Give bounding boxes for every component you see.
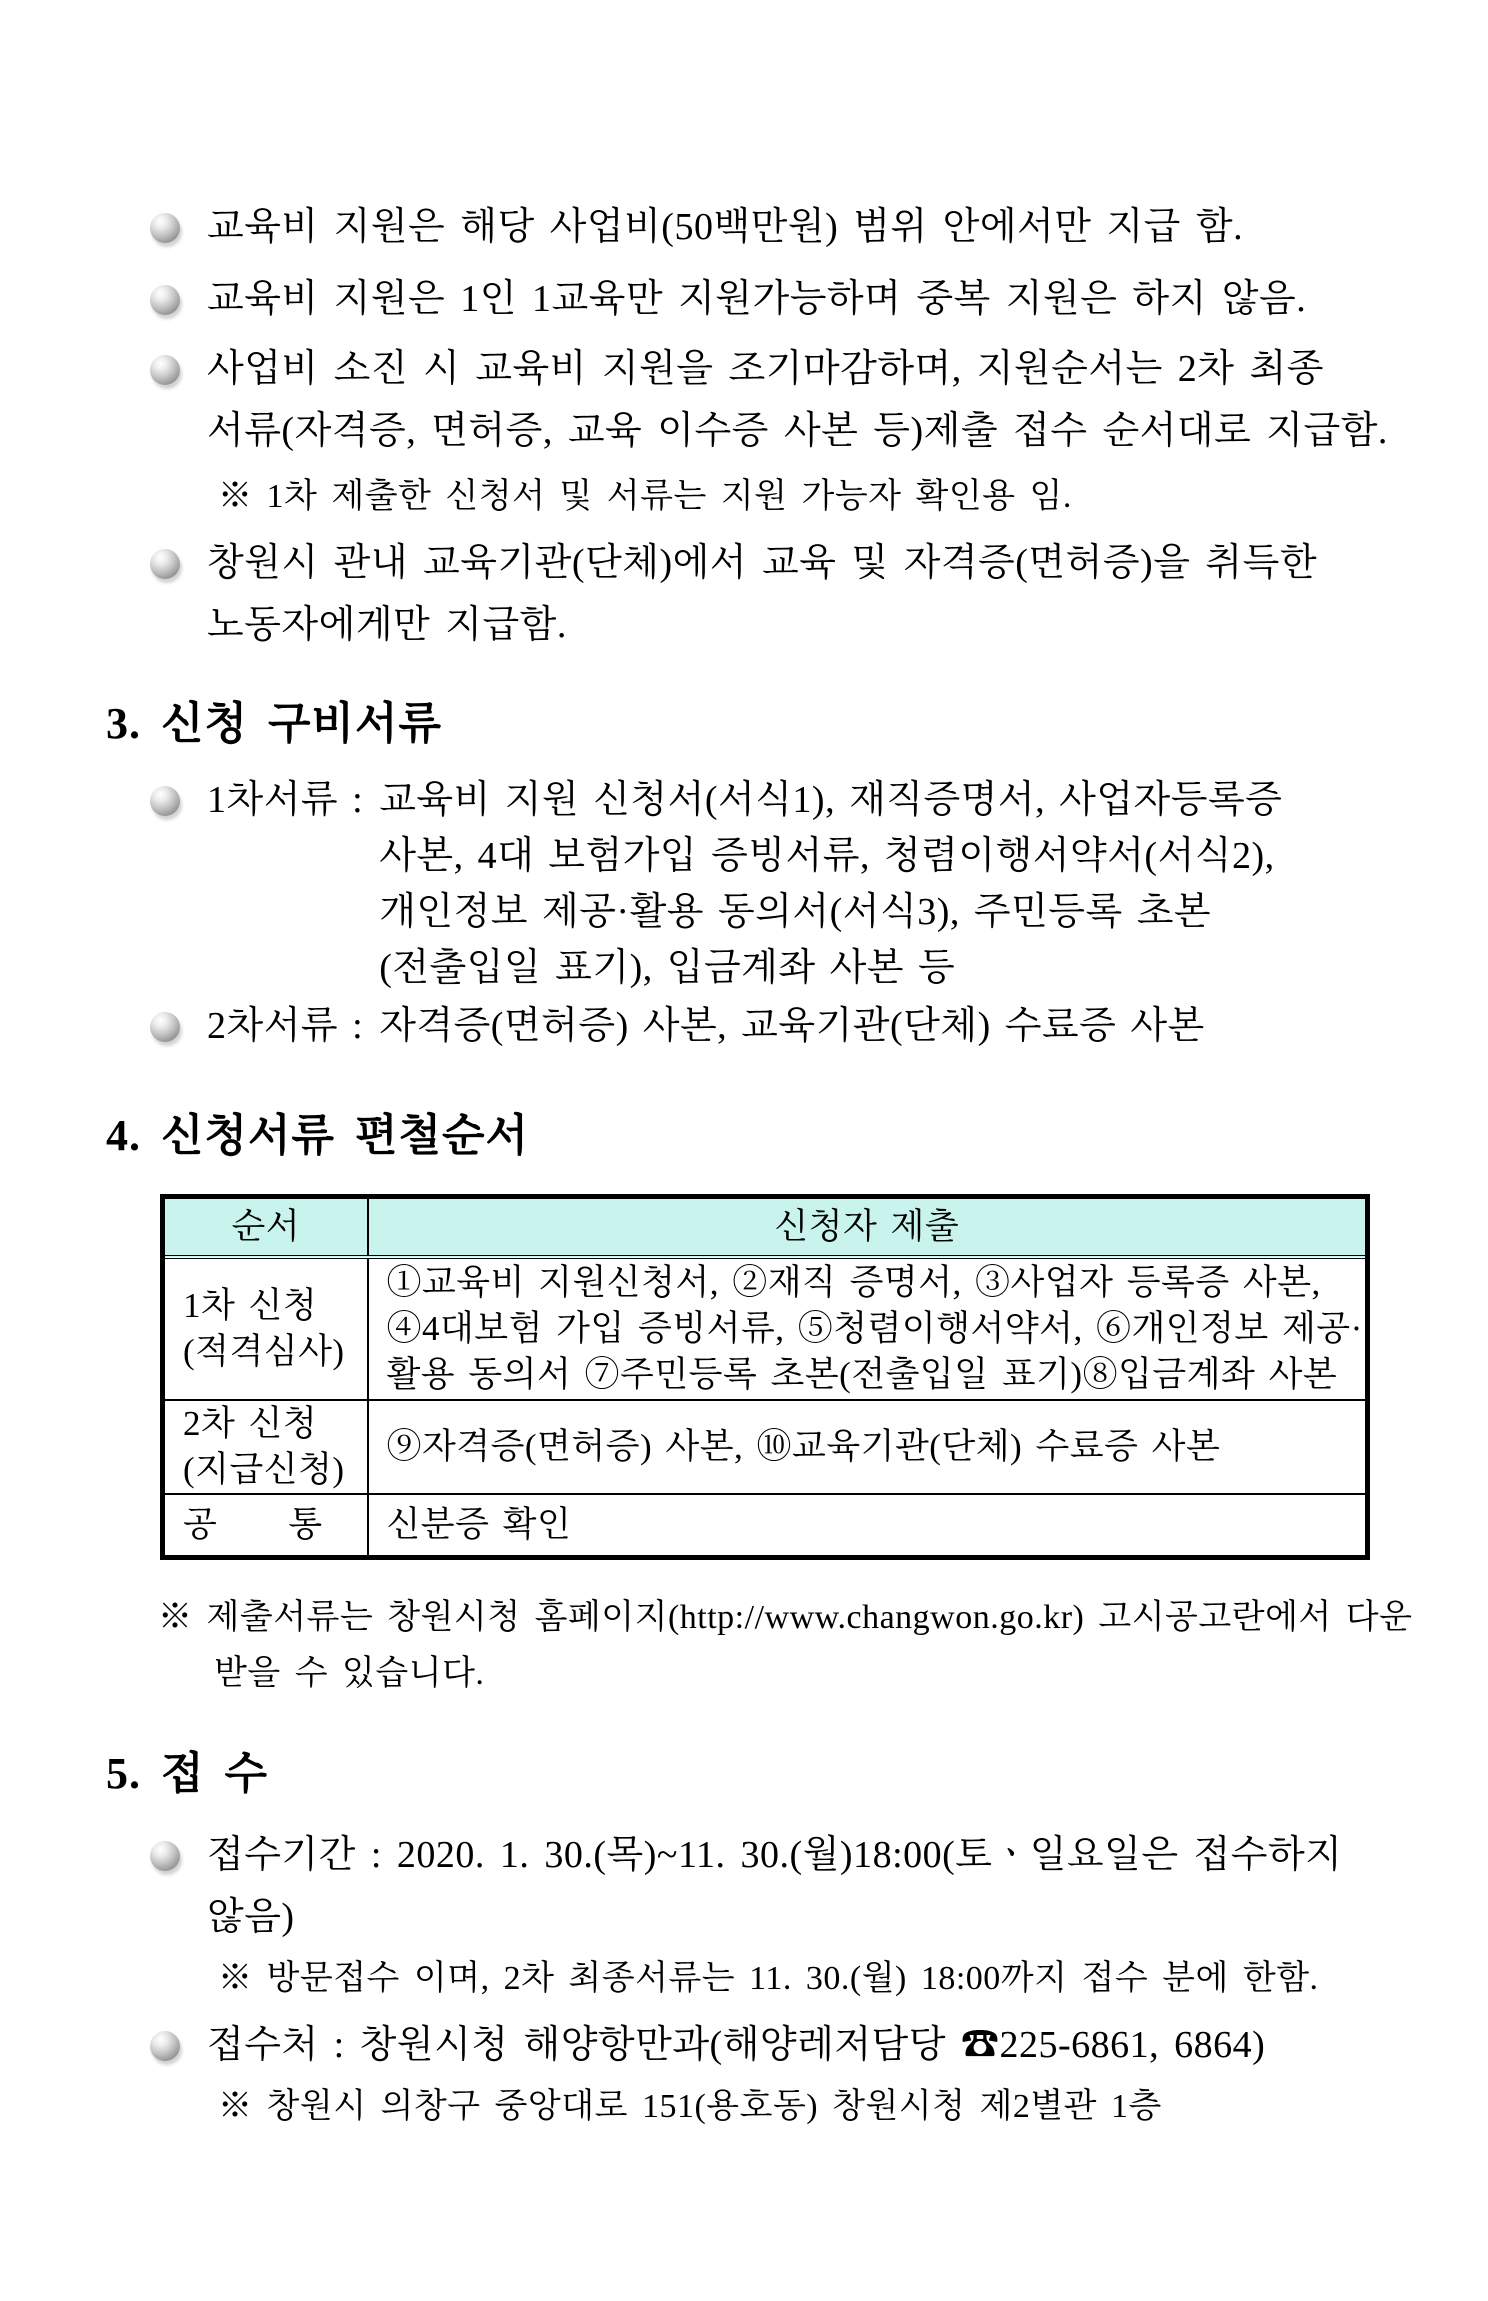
bullet-sphere-icon	[150, 1012, 180, 1042]
bullet-sphere-icon	[150, 549, 180, 579]
row-content-cell: 신분증 확인	[368, 1494, 1368, 1558]
section-3-heading: 3. 신청 구비서류	[106, 699, 443, 748]
bullet-sphere-icon	[150, 2031, 180, 2061]
second-documents-content: 자격증(면허증) 사본, 교육기관(단체) 수료증 사본	[379, 1005, 1205, 1047]
row-content-cell: ①교육비 지원신청서, ②재직 증명서, ③사업자 등록증 사본, ④4대보험 가입 증빙서류, ⑤청렴이행서약서, ⑥개인정보 제공·활용 동의서 ⑦주민등록 초본(전출입일 표기)⑧입금계좌 사본	[368, 1257, 1368, 1400]
row-content-cell: ⑨자격증(면허증) 사본, ⑩교육기관(단체) 수료증 사본	[368, 1400, 1368, 1494]
bullet-sphere-icon	[150, 355, 180, 385]
bullet-item-one-per-person	[150, 268, 1393, 330]
bullet-sphere-icon	[150, 786, 180, 816]
notice-document-page	[0, 196, 1488, 2301]
bullet-item-local-institution	[150, 532, 1393, 656]
bullet-sphere-icon	[150, 213, 180, 243]
row-label-line1: 2차 신청	[183, 1404, 318, 1443]
table-header-applicant-submit: 신청자 제출	[368, 1197, 1368, 1258]
bullet-item-early-close	[150, 338, 1393, 462]
table-row-common	[163, 1494, 1368, 1558]
bullet-text: 교육비 지원은 해당 사업비(50백만원) 범위 안에서만 지급 함.	[207, 206, 1244, 248]
first-documents-content: 교육비 지원 신청서(서식1), 재직증명서, 사업자등록증 사본, 4대 보험가입 증빙서류, 청렴이행서약서(서식2), 개인정보 제공·활용 동의서(서식3), 주민등록 초본(전출입일 표기), 입금계좌 사본 등	[379, 779, 1283, 989]
row-label-cell	[163, 1400, 368, 1494]
row-label-line2: (적격심사)	[183, 1332, 345, 1371]
second-documents-item	[150, 998, 1488, 1054]
bullet-sphere-icon	[150, 285, 180, 315]
reception-address-note: ※ 창원시 의창구 중앙대로 151(용호동) 창원시청 제2별관 1층	[218, 2088, 1162, 2125]
first-documents-label: 1차서류 :	[207, 779, 364, 821]
bullet-item-budget-limit	[150, 196, 1393, 258]
bullet-text: 교육비 지원은 1인 1교육만 지원가능하며 중복 지원은 하지 않음.	[207, 278, 1307, 320]
row-label-line1: 1차 신청	[183, 1286, 318, 1325]
table-row-first-application	[163, 1257, 1368, 1400]
table-header-order: 순서	[163, 1197, 368, 1258]
bullet-text: 창원시 관내 교육기관(단체)에서 교육 및 자격증(면허증)을 취득한 노동자에게만 지급함.	[207, 542, 1318, 646]
filing-order-table	[160, 1194, 1370, 1560]
note-first-submission: ※ 1차 제출한 신청서 및 서류는 지원 가능자 확인용 임.	[218, 478, 1072, 515]
row-label-line2: (지급신청)	[183, 1450, 345, 1489]
reception-place-text: 접수처 : 창원시청 해양항만과(해양레저담당 ☎225-6861, 6864)	[207, 2024, 1266, 2066]
row-label-cell	[163, 1257, 368, 1400]
reception-period-text: 접수기간 : 2020. 1. 30.(목)~11. 30.(월)18:00(토ㆍ일요일은 접수하지 않음)	[207, 1834, 1343, 1938]
first-documents-item	[150, 772, 1488, 996]
section-5-heading: 5. 접 수	[106, 1749, 269, 1798]
reception-period-item	[150, 1824, 1393, 1948]
row-label-cell: 공 통	[163, 1494, 368, 1558]
section-4-heading: 4. 신청서류 편철순서	[106, 1111, 530, 1160]
bullet-sphere-icon	[150, 1841, 180, 1871]
reception-place-item	[150, 2014, 1393, 2076]
bullet-text: 사업비 소진 시 교육비 지원을 조기마감하며, 지원순서는 2차 최종 서류(자격증, 면허증, 교육 이수증 사본 등)제출 접수 순서대로 지급함.	[207, 348, 1388, 452]
reception-period-note: ※ 방문접수 이며, 2차 최종서류는 11. 30.(월) 18:00까지 접수 분에 한함.	[218, 1960, 1319, 1997]
table-header-row	[163, 1197, 1368, 1258]
second-documents-label: 2차서류 :	[207, 1005, 364, 1047]
table-row-second-application	[163, 1400, 1368, 1494]
table-footnote-download: ※ 제출서류는 창원시청 홈페이지(http://www.changwon.go.kr) 고시공고란에서 다운 받을 수 있습니다.	[158, 1599, 1413, 1692]
